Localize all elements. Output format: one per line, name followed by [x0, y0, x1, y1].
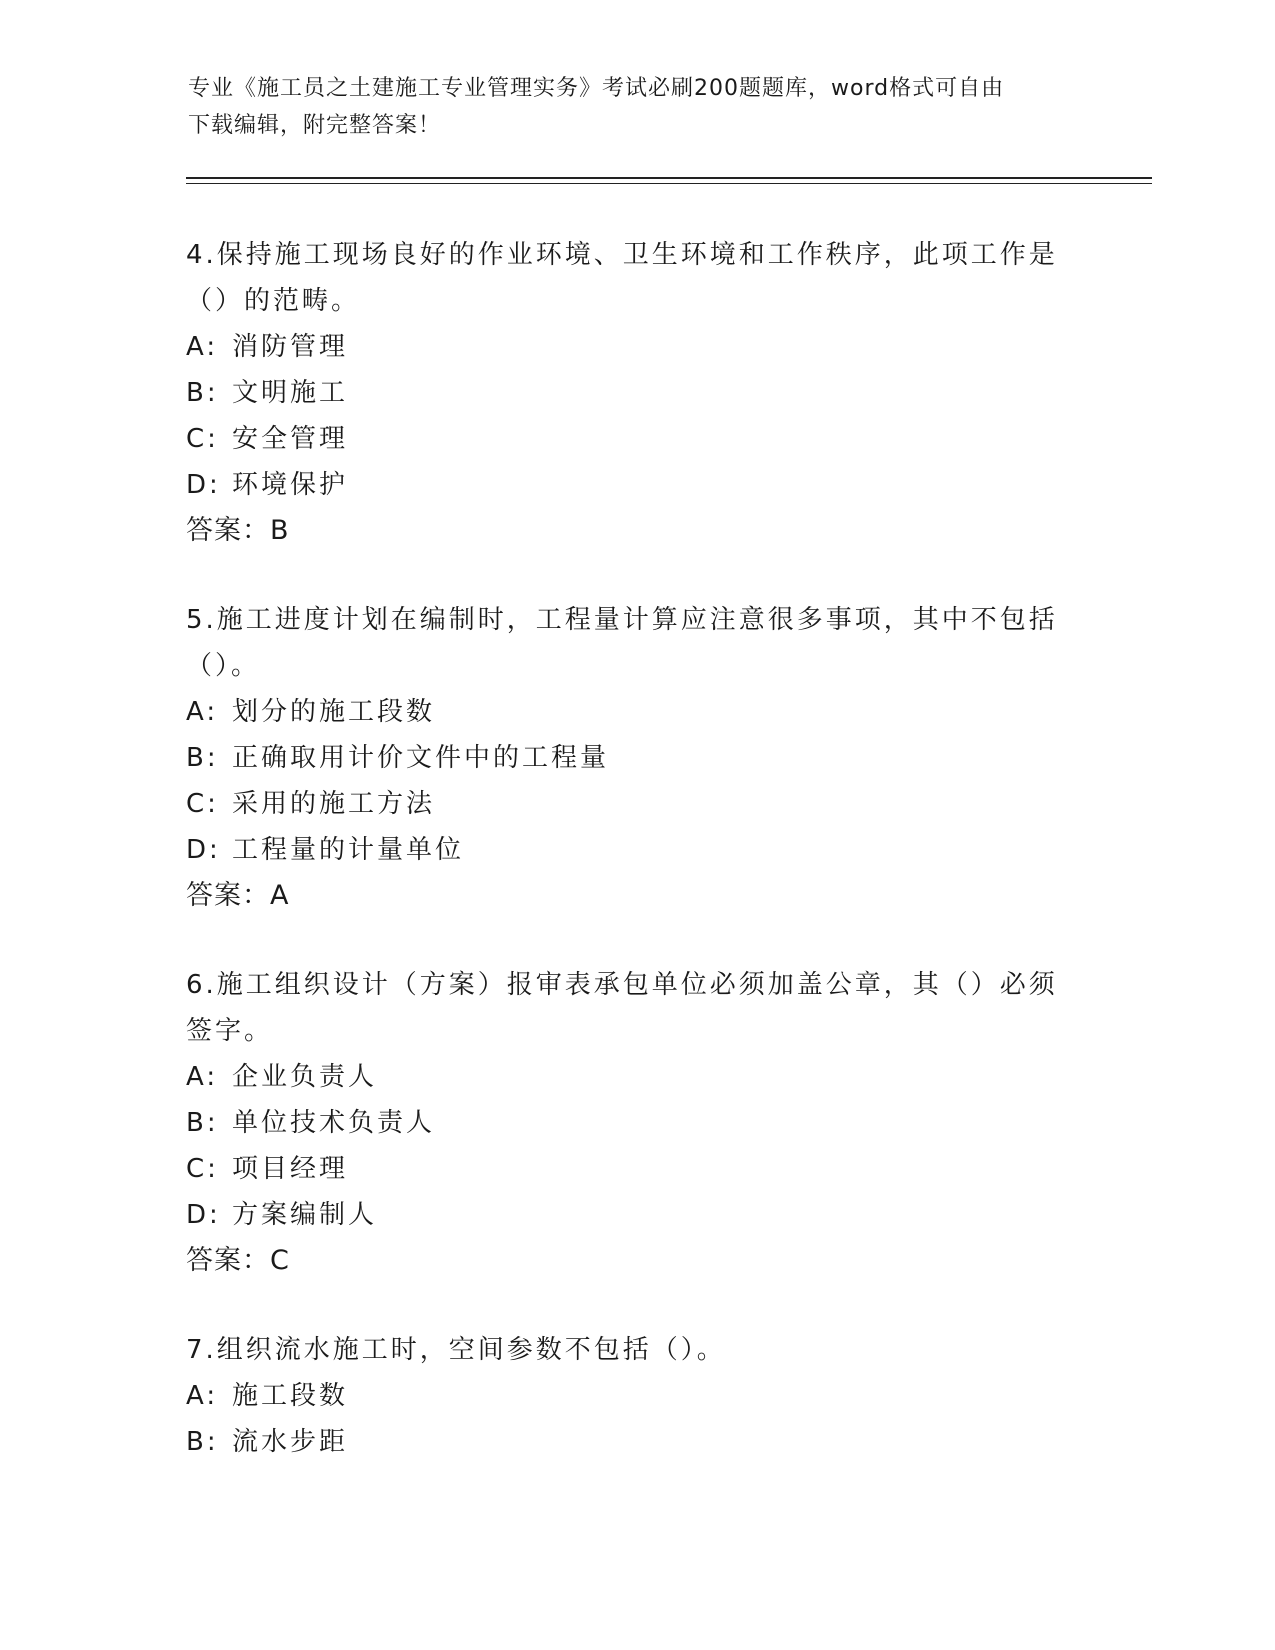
answer: 答案：C — [186, 1245, 290, 1276]
question-6 — [186, 962, 1066, 1284]
option-key: A: — [186, 332, 219, 362]
option-text: 施工段数 — [232, 1381, 349, 1411]
option-key: B: — [186, 1108, 219, 1138]
question-5 — [186, 597, 1066, 919]
option-d — [186, 827, 1066, 873]
question-stem-line-1: 5.施工进度计划在编制时，工程量计算应注意很多事项，其中不包括 — [186, 605, 1058, 635]
option-text: 方案编制人 — [232, 1200, 378, 1230]
option-key: B: — [186, 743, 219, 773]
option-c — [186, 1146, 1066, 1192]
option-text: 企业负责人 — [232, 1062, 378, 1092]
option-text: 项目经理 — [232, 1154, 349, 1184]
option-text: 单位技术负责人 — [232, 1108, 436, 1138]
option-key: D: — [186, 1200, 221, 1230]
option-text: 消防管理 — [232, 332, 349, 362]
option-text: 环境保护 — [232, 470, 349, 500]
option-c — [186, 781, 1066, 827]
option-b — [186, 1100, 1066, 1146]
option-key: A: — [186, 1062, 219, 1092]
option-text: 采用的施工方法 — [232, 789, 436, 819]
header-divider-top — [186, 177, 1152, 179]
answer: 答案：B — [186, 515, 290, 546]
option-text: 正确取用计价文件中的工程量 — [232, 743, 610, 773]
question-stem-line-1: 6.施工组织设计（方案）报审表承包单位必须加盖公章，其（）必须 — [186, 970, 1058, 1000]
option-a — [186, 324, 1066, 370]
question-stem-line-2: （）。 — [186, 651, 261, 681]
question-stem-line-1: 4.保持施工现场良好的作业环境、卫生环境和工作秩序，此项工作是 — [186, 240, 1058, 270]
option-key: D: — [186, 835, 221, 865]
answer: 答案：A — [186, 880, 290, 911]
option-key: C: — [186, 424, 219, 454]
option-a — [186, 689, 1066, 735]
option-text: 文明施工 — [232, 378, 349, 408]
question-7 — [186, 1327, 1066, 1465]
option-b — [186, 370, 1066, 416]
option-key: C: — [186, 789, 219, 819]
option-key: B: — [186, 378, 219, 408]
option-b — [186, 735, 1066, 781]
option-b — [186, 1419, 1066, 1465]
option-a — [186, 1054, 1066, 1100]
document-header — [188, 70, 1088, 144]
header-divider-bottom — [186, 183, 1152, 184]
question-4 — [186, 232, 1066, 554]
option-text: 流水步距 — [232, 1427, 349, 1457]
option-text: 工程量的计量单位 — [232, 835, 465, 865]
option-text: 安全管理 — [232, 424, 349, 454]
option-key: C: — [186, 1154, 219, 1184]
option-d — [186, 1192, 1066, 1238]
header-line-1: 专业《施工员之土建施工专业管理实务》考试必刷200题题库，word格式可自由 — [188, 76, 1005, 101]
question-stem-line-2: 签字。 — [186, 1016, 274, 1046]
question-stem-line-2: （）的范畴。 — [186, 286, 361, 316]
option-key: A: — [186, 697, 219, 727]
option-key: D: — [186, 470, 221, 500]
option-key: A: — [186, 1381, 219, 1411]
header-line-2: 下载编辑，附完整答案！ — [188, 113, 442, 138]
option-a — [186, 1373, 1066, 1419]
option-text: 划分的施工段数 — [232, 697, 436, 727]
option-key: B: — [186, 1427, 219, 1457]
question-stem-line-1: 7.组织流水施工时，空间参数不包括（）。 — [186, 1335, 726, 1365]
option-c — [186, 416, 1066, 462]
option-d — [186, 462, 1066, 508]
